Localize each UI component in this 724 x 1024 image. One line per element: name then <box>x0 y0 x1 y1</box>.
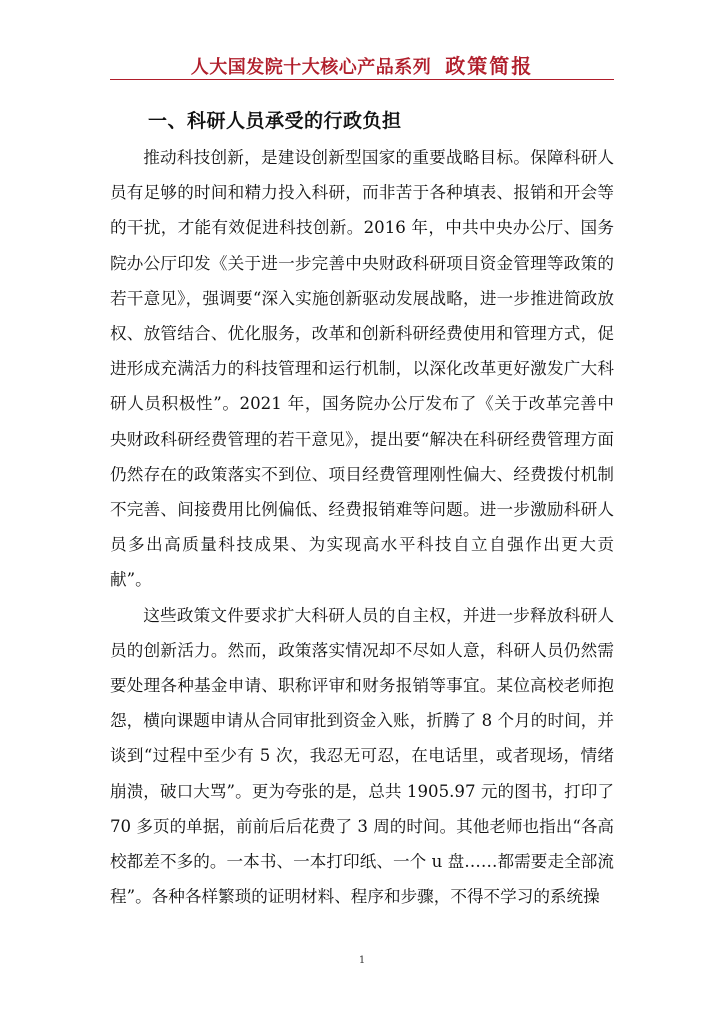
body-text <box>110 140 614 914</box>
header-brand: 政策简报 <box>445 54 534 78</box>
section-heading: 一、科研人员承受的行政负担 <box>148 110 402 132</box>
header-series-title: 人大国发院十大核心产品系列 <box>190 57 432 78</box>
page-header <box>0 50 724 79</box>
header-divider <box>110 79 614 80</box>
page-number: 1 <box>358 955 366 966</box>
paragraph: 推动科技创新，是建设创新型国家的重要战略目标。保障科研人员有足够的时间和精力投入科研，而非苦于各种填表、报销和开会等的干扰，才能有效促进科技创新。2016 年，中共中央办公厅、国务院办公厅印发《关于进一步完善中央财政科研项目资金管理等政策的若干意见》，强调要“深入实施创新驱动发展战略，进一步推进简政放权、放管结合、优化服务，改革和创新科研经费使用和管理方式，促进形成充满活力的科技管理和运行机制，以深化改革更好激发广大科研人员积极性”。2021 年，国务院办公厅发布了《关于改革完善中央财政科研经费管理的若干意见》，提出要“解决在科研经费管理方面仍然存在的政策落实不到位、项目经费管理刚性偏大、经费拨付机制不完善、间接费用比例偏低、经费报销难等问题。进一步激励科研人员多出高质量科技成果、为实现高水平科技自立自强作出更大贡献”。 <box>110 148 614 590</box>
paragraph: 这些政策文件要求扩大科研人员的自主权，并进一步释放科研人员的创新活力。然而，政策落实情况却不尽如人意，科研人员仍然需要处理各种基金申请、职称评审和财务报销等事宜。某位高校老师抱怨，横向课题申请从合同审批到资金入账，折腾了 8 个月的时间，并谈到“过程中至少有 5 次，我忍无可忍，在电话里，或者现场，情绪崩溃，破口大骂”。更为夸张的是，总共 1905.97 元的图书，打印了 70 多页的单据，前前后后花费了 3 周的时间。其他老师也指出“各高校都差不多的。一本书、一本打印纸、一个 u 盘……都需要走全部流程”。各种各样繁琐的证明材料、程序和步骤，不得不学习的系统操 <box>110 605 615 907</box>
